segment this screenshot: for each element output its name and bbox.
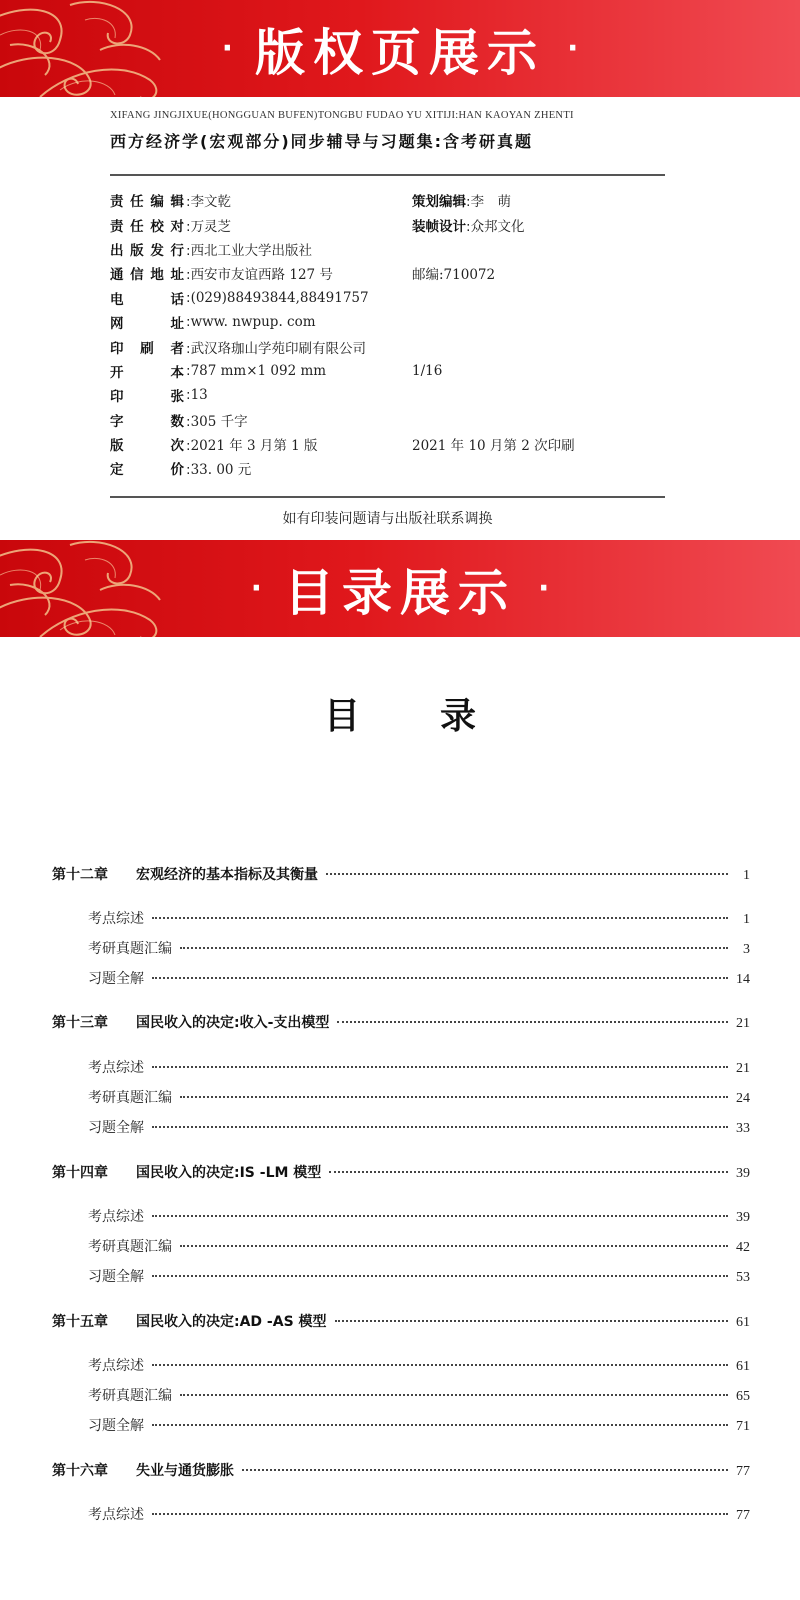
copyright-banner: [0, 0, 800, 97]
dot-leader: [152, 1513, 728, 1515]
toc-entry-title: 考研真题汇编: [88, 1090, 172, 1106]
toc-section-row[interactable]: [52, 1385, 750, 1405]
notice-text: 如有印装问题请与出版社联系调换: [282, 511, 493, 527]
info-row: [110, 261, 665, 285]
info-value: : 33. 00 元: [186, 458, 412, 478]
dot-leader: [152, 1424, 728, 1426]
toc-page-number: 1: [743, 912, 750, 927]
toc-page-number: 33: [736, 1121, 750, 1136]
toc-page-number: 21: [736, 1016, 750, 1031]
info-value: : 万灵芝: [186, 215, 412, 235]
info-value: : 武汉珞珈山学苑印刷有限公司: [186, 337, 412, 357]
toc-section-row[interactable]: [52, 1117, 750, 1137]
toc-page-number: 21: [736, 1061, 750, 1076]
info-label: 责 任 校 对: [110, 218, 184, 235]
info-row: [110, 188, 665, 212]
toc-section-row[interactable]: [52, 908, 750, 928]
chapter-number: 第十六章: [52, 1463, 108, 1479]
dot-leader: [152, 917, 728, 919]
info-value: : 李文乾: [186, 190, 412, 210]
toc-section-row[interactable]: [52, 1266, 750, 1286]
dot-leader: [152, 1364, 728, 1366]
toc-chapter-row[interactable]: [52, 1311, 750, 1331]
toc-entry-title: 习题全解: [88, 1120, 144, 1136]
toc-entry-title: 国民收入的决定:收入-支出模型: [136, 1015, 330, 1031]
toc-section-row[interactable]: [52, 1236, 750, 1256]
info-row: [110, 456, 665, 480]
toc-entry-title: 习题全解: [88, 1269, 144, 1285]
info-label: 字 数: [110, 413, 184, 430]
toc-entry-title: 考研真题汇编: [88, 1239, 172, 1255]
info-extra-label: 策划编辑: [412, 194, 466, 211]
info-label: 通 信 地 址: [110, 267, 184, 284]
toc-entry-title: 考研真题汇编: [88, 1388, 172, 1404]
toc-page-number: 77: [736, 1464, 750, 1479]
toc-entry-title: 国民收入的决定:AD -AS 模型: [136, 1314, 327, 1330]
chapter-number: 第十五章: [52, 1314, 108, 1330]
chapter-number: 第十三章: [52, 1015, 108, 1031]
info-label: 电 话: [110, 291, 184, 308]
dot-leader: [180, 1245, 728, 1247]
info-extra-label: 装帧设计: [412, 218, 466, 235]
toc-chapter-row[interactable]: [52, 864, 750, 884]
dot-leader: [152, 1066, 728, 1068]
bullet-dot: ·: [567, 31, 579, 66]
dot-leader: [180, 947, 728, 949]
info-row: [110, 432, 665, 456]
toc-page-number: 14: [736, 972, 750, 987]
toc-heading-left: 目: [323, 696, 360, 737]
info-extra-value: 邮编:710072: [412, 267, 496, 284]
info-label: 网 址: [110, 316, 184, 333]
dot-leader: [326, 873, 728, 875]
publication-info: [110, 188, 665, 481]
dot-leader: [337, 1021, 728, 1023]
toc-page-number: 42: [736, 1240, 750, 1255]
toc-entry-title: 考点综述: [88, 1507, 144, 1523]
banner-title: 版权页展示: [255, 23, 545, 82]
toc-section-row[interactable]: [52, 1087, 750, 1107]
toc-entry-title: 宏观经济的基本指标及其衡量: [136, 867, 318, 883]
toc-section-row[interactable]: [52, 938, 750, 958]
toc-entry-title: 失业与通货膨胀: [136, 1463, 234, 1479]
toc-entry-title: 考研真题汇编: [88, 941, 172, 957]
info-row: [110, 286, 665, 310]
info-extra-value: 2021 年 10 月第 2 次印刷: [412, 438, 575, 455]
info-label: 出 版 发 行: [110, 242, 184, 259]
info-extra-value: : 众邦文化: [466, 215, 525, 235]
toc-entry-title: 国民收入的决定:IS -LM 模型: [136, 1165, 322, 1181]
info-extra: [412, 215, 525, 235]
toc-entry-title: 考点综述: [88, 911, 144, 927]
info-extra: [412, 363, 442, 379]
info-extra-value: : 李 萌: [466, 190, 511, 210]
toc-page-number: 39: [736, 1210, 750, 1225]
divider: [110, 174, 665, 176]
banner-title: 目录展示: [284, 563, 516, 622]
toc-chapter-row[interactable]: [52, 1012, 750, 1032]
toc-entry-title: 习题全解: [88, 1418, 144, 1434]
divider: [110, 496, 665, 498]
info-label: 印 刷 者: [110, 340, 184, 357]
info-value: : 西安市友谊西路 127 号: [186, 263, 412, 283]
bullet-dot: ·: [538, 571, 550, 606]
toc-section-row[interactable]: [52, 968, 750, 988]
toc-heading: [0, 688, 800, 739]
dot-leader: [152, 1275, 728, 1277]
copyright-page: [110, 110, 665, 527]
toc-page-number: 39: [736, 1166, 750, 1181]
info-label: 责 任 编 辑: [110, 194, 184, 211]
dot-leader: [329, 1171, 728, 1173]
info-row: [110, 359, 665, 383]
toc-page-number: 71: [736, 1419, 750, 1434]
info-extra: [412, 190, 511, 210]
info-label: 印 张: [110, 389, 184, 406]
info-row: [110, 408, 665, 432]
info-value: : 787 mm×1 092 mm: [186, 363, 412, 379]
dot-leader: [152, 977, 728, 979]
toc-page-number: 61: [736, 1359, 750, 1374]
toc-entry-title: 考点综述: [88, 1060, 144, 1076]
info-value: : www. nwpup. com: [186, 314, 412, 330]
toc-page-number: 61: [736, 1315, 750, 1330]
toc-entry-title: 习题全解: [88, 971, 144, 987]
dot-leader: [152, 1126, 728, 1128]
info-value: : 西北工业大学出版社: [186, 239, 412, 259]
toc-page-number: 1: [743, 868, 750, 883]
info-extra-value: 1/16: [412, 362, 443, 379]
info-row: [110, 212, 665, 236]
toc-section-row[interactable]: [52, 1415, 750, 1435]
info-label: 开 本: [110, 364, 184, 381]
toc-section-row[interactable]: [52, 1057, 750, 1077]
info-value: : 305 千字: [186, 410, 412, 430]
toc-section-row[interactable]: [52, 1355, 750, 1375]
toc-banner: [0, 540, 800, 637]
toc-section-row[interactable]: [52, 1504, 750, 1524]
toc-chapter-row[interactable]: [52, 1460, 750, 1480]
info-value: : (029)88493844,88491757: [186, 290, 412, 306]
info-extra: [412, 263, 495, 283]
dot-leader: [242, 1469, 728, 1471]
toc-entry-title: 考点综述: [88, 1209, 144, 1225]
info-row: [110, 237, 665, 261]
info-label: 定 价: [110, 462, 184, 479]
bullet-dot: ·: [250, 571, 262, 606]
toc-page-number: 65: [736, 1389, 750, 1404]
toc-page-number: 24: [736, 1091, 750, 1106]
bullet-dot: ·: [221, 31, 233, 66]
info-label: 版 次: [110, 438, 184, 455]
dot-leader: [335, 1320, 728, 1322]
toc-heading-right: 录: [440, 696, 477, 737]
dot-leader: [180, 1096, 728, 1098]
book-title: 西方经济学(宏观部分)同步辅导与习题集:含考研真题: [110, 132, 534, 151]
info-value: : 2021 年 3 月第 1 版: [186, 434, 412, 454]
info-row: [110, 334, 665, 358]
info-row: [110, 383, 665, 407]
dot-leader: [180, 1394, 728, 1396]
toc-section-row[interactable]: [52, 1206, 750, 1226]
chapter-number: 第十四章: [52, 1165, 108, 1181]
pinyin-title: XIFANG JINGJIXUE(HONGGUAN BUFEN)TONGBU FUDAO YU XITIJI:HAN KAOYAN ZHENTI: [110, 110, 574, 121]
toc-entry-title: 考点综述: [88, 1358, 144, 1374]
toc-page-number: 53: [736, 1270, 750, 1285]
toc-page-number: 3: [743, 942, 750, 957]
toc-page-number: 77: [736, 1508, 750, 1523]
toc-chapter-row[interactable]: [52, 1162, 750, 1182]
chapter-number: 第十二章: [52, 867, 108, 883]
info-extra: [412, 434, 575, 454]
dot-leader: [152, 1215, 728, 1217]
info-value: : 13: [186, 387, 412, 403]
info-row: [110, 310, 665, 334]
